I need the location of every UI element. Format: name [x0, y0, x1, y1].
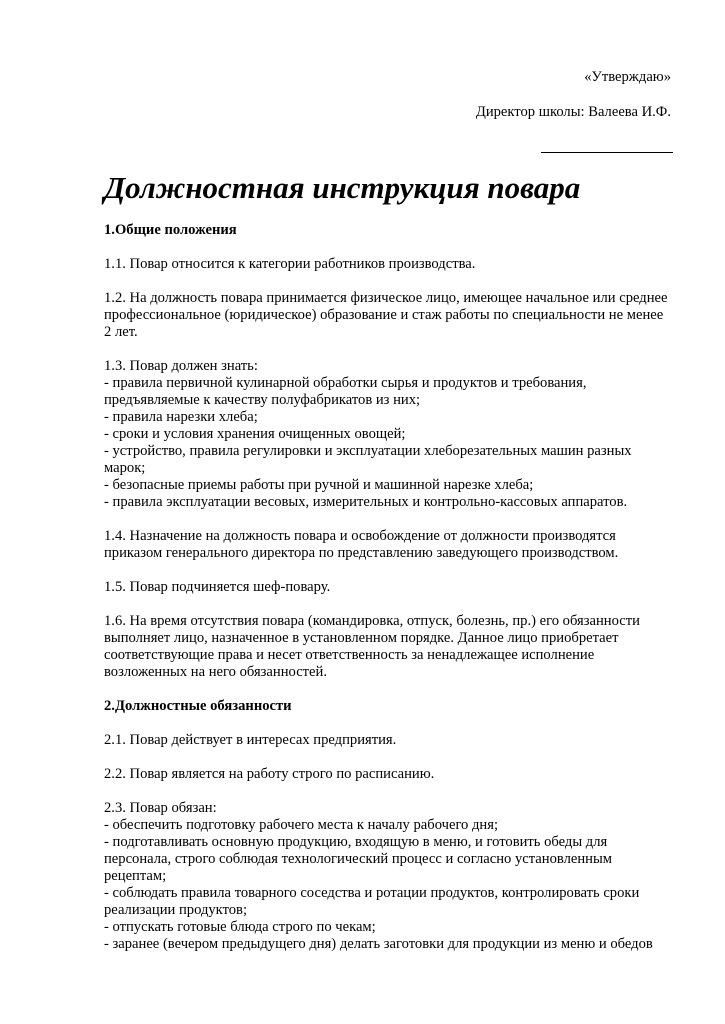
section-heading-general: 1.Общие положения — [104, 222, 237, 238]
paragraph-1-4: 1.4. Назначение на должность повара и освобождение от должности производятся приказом генерального директора по представлению заведующего производством. — [104, 528, 619, 561]
approval-stamp: «Утверждаю» — [584, 69, 671, 85]
section-heading-duties: 2.Должностные обязанности — [104, 698, 292, 714]
paragraph-2-1: 2.1. Повар действует в интересах предприятия. — [104, 732, 397, 748]
director-line: Директор школы: Валеева И.Ф. — [475, 104, 671, 120]
paragraph-1-5: 1.5. Повар подчиняется шеф-повару. — [104, 579, 331, 595]
paragraph-1-2: 1.2. На должность повара принимается физическое лицо, имеющее начальное или среднее профессиональное (юридическое) образование и стаж работы по специальности не менее 2 лет. — [104, 290, 668, 340]
paragraph-2-2: 2.2. Повар является на работу строго по расписанию. — [104, 766, 435, 782]
paragraph-1-3: 1.3. Повар должен знать: - правила первичной кулинарной обработки сырья и продуктов и требования, предъявляемые к качеству полуфабрикатов из них; - правила нарезки хлеба; - сроки и условия хранения очищенных овощей; - устройство, правила регулировки и эксплуатации хлеборезательных машин разных марок; - безопасные приемы работы при ручной и машинной нарезке хлеба; - правила эксплуатации весовых, измерительных и контрольно-кассовых аппаратов. — [104, 358, 632, 510]
paragraph-1-1: 1.1. Повар относится к категории работников производства. — [104, 256, 476, 272]
paragraph-1-6: 1.6. На время отсутствия повара (командировка, отпуск, болезнь, пр.) его обязанности выполняет лицо, назначенное в установленном порядке. Данное лицо приобретает соответствующие права и несет ответственность за ненадлежащее исполнение возложенных на него обязанностей. — [104, 613, 640, 680]
signature-line — [541, 152, 673, 153]
paragraph-2-3: 2.3. Повар обязан: - обеспечить подготовку рабочего места к началу рабочего дня; - подготавливать основную продукцию, входящую в меню, и готовить обеды для персонала, строго соблюдая технологический процесс и согласно установленным рецептам; - соблюдать правила товарного соседства и ротации продуктов, контролировать сроки реализации продуктов; - отпускать готовые блюда строго по чекам; - заранее (вечером предыдущего дня) делать заготовки для продукции из меню и обедов — [104, 800, 653, 952]
document-body — [104, 222, 684, 953]
document-title: Должностная инструкция повара — [104, 170, 581, 205]
